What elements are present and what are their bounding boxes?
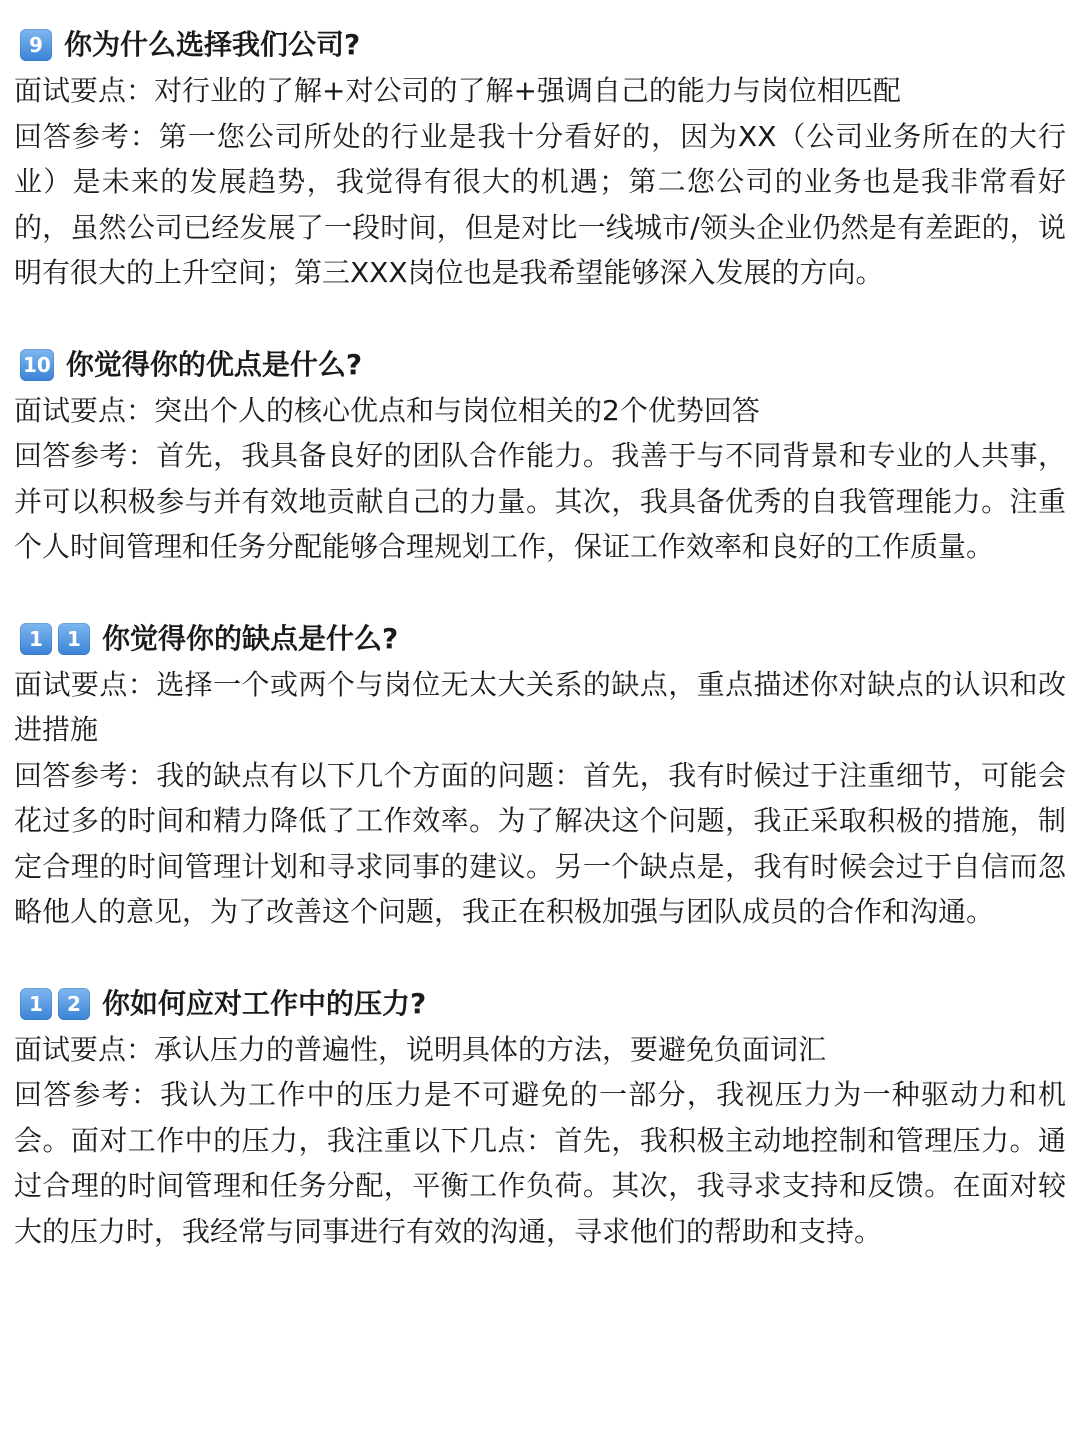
number-badge-group (20, 988, 90, 1020)
number-badge-icon: 1 (20, 623, 52, 655)
question-text: 你觉得你的缺点是什么? (102, 621, 399, 655)
question-text: 你为什么选择我们公司? (64, 28, 361, 61)
number-badge-icon: 1 (58, 623, 90, 655)
number-badge-group (20, 349, 54, 381)
key-points-text: 面试要点：承认压力的普遍性，说明具体的方法，要避免负面词汇 (14, 1032, 827, 1066)
number-badge-group (20, 623, 90, 655)
number-badge-icon: 9 (20, 29, 52, 61)
answer-text: 回答参考：首先，我具备良好的团队合作能力。我善于与不同背景和专业的人共事，并可以积极参与并有效地贡献自己的力量。其次，我具备优秀的自我管理能力。注重个人时间管理和任务分配能够合理规划工作，保证工作效率和良好的工作质量。 (14, 439, 1066, 563)
number-badge-group (20, 29, 52, 61)
answer-text: 回答参考：我的缺点有以下几个方面的问题：首先，我有时候过于注重细节，可能会花过多的时间和精力降低了工作效率。为了解决这个问题，我正采取积极的措施，制定合理的时间管理计划和寻求同事的建议。另一个缺点是，我有时候会过于自信而忽略他人的意见，为了改善这个问题，我正在积极加强与团队成员的合作和沟通。 (14, 758, 1066, 928)
number-badge-icon: 10 (20, 349, 54, 381)
answer-text: 回答参考：我认为工作中的压力是不可避免的一部分，我视压力为一种驱动力和机会。面对工作中的压力，我注重以下几点：首先，我积极主动地控制和管理压力。通过合理的时间管理和任务分配，平衡工作负荷。其次，我寻求支持和反馈。在面对较大的压力时，我经常与同事进行有效的沟通，寻求他们的帮助和支持。 (14, 1078, 1066, 1248)
question-text: 你觉得你的优点是什么? (65, 347, 363, 381)
question-heading (14, 981, 1066, 1027)
question-heading (14, 22, 1066, 68)
question-text: 你如何应对工作中的压力? (102, 986, 427, 1020)
number-badge-icon: 1 (20, 988, 52, 1020)
qa-section-11 (14, 616, 1066, 935)
key-points-text: 面试要点：对行业的了解+对公司的了解+强调自己的能力与岗位相匹配 (14, 74, 901, 107)
question-heading (14, 342, 1066, 388)
qa-section-9 (14, 22, 1066, 296)
qa-section-12 (14, 981, 1066, 1255)
question-heading (14, 616, 1066, 662)
key-points-text: 面试要点：选择一个或两个与岗位无太大关系的缺点，重点描述你对缺点的认识和改进措施 (14, 667, 1066, 746)
qa-section-10 (14, 342, 1066, 570)
answer-text: 回答参考：第一您公司所处的行业是我十分看好的，因为XX（公司业务所在的大行业）是未来的发展趋势，我觉得有很大的机遇；第二您公司的业务也是我非常看好的，虽然公司已经发展了一段时间，但是对比一线城市/领头企业仍然是有差距的，说明有很大的上升空间；第三XXX岗位也是我希望能够深入发展的方向。 (14, 119, 1066, 289)
key-points-text: 面试要点：突出个人的核心优点和与岗位相关的2个优势回答 (14, 393, 760, 427)
number-badge-icon: 2 (58, 988, 90, 1020)
